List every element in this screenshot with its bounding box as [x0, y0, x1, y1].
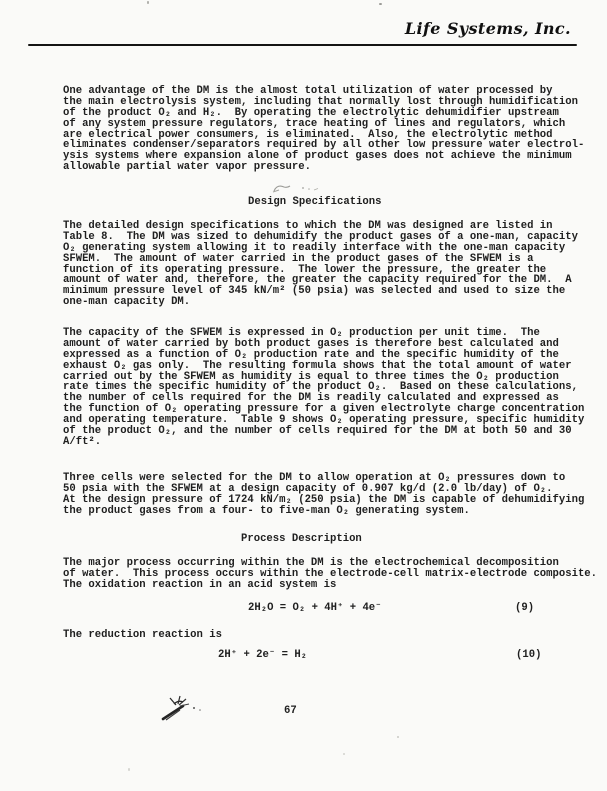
company-logo-text: Life Systems, Inc.: [404, 19, 571, 38]
text-line: A/ft².: [63, 435, 102, 448]
section-heading-design-specifications: Design Specifications: [248, 196, 382, 208]
text-line: At the design pressure of 1724 kN/m₂ (250 psia) the DM is capable of dehumidifying: [63, 493, 585, 506]
text-line: of any system pressure regulators, trace heating of lines and regulators, which: [63, 117, 566, 130]
paper-speck: [379, 3, 382, 5]
text-line: ysis systems where expansion alone of product gases does not achieve the minimum: [63, 150, 572, 163]
text-line: SFWEM. The amount of water carried in the product gases of the SFWEM is a: [63, 252, 534, 265]
text-line: the number of cells required for the DM is readily calculated and expressed as: [63, 392, 559, 405]
text-line: amount of water and, therefore, the greater the capacity required for the DM. A: [63, 274, 572, 287]
text-line: exhaust O₂ gas only. The resulting formula shows that the total amount of water: [63, 359, 572, 372]
equation-oxidation-formula: 2H₂O = O₂ + 4H⁺ + 4e⁻: [248, 602, 382, 614]
text-line: of the product O₂ and H₂. By operating the electrolytic dehumidifier upstream: [63, 106, 559, 119]
equation-oxidation-number: (9): [515, 602, 535, 614]
text-line: and operating temperature. Table 9 shows O₂ operating pressure, specific humidity: [63, 414, 585, 427]
ink-smudge-mark: [156, 693, 206, 723]
header-rule: [28, 44, 577, 46]
paragraph-cell-selection: [63, 473, 584, 517]
equation-reduction-number: (10): [516, 649, 542, 661]
text-line: The oxidation reaction in an acid system is: [63, 578, 337, 591]
text-line: amount of water carried by both product gases is therefore best calculated and: [63, 337, 559, 350]
text-line: of the product O₂, and the number of cells required for the DM at both 50 and 30: [63, 425, 572, 438]
text-line: One advantage of the DM is the almost total utilization of water processed by: [63, 85, 553, 97]
text-line: the function of O₂ operating pressure for a given electrolyte charge concentration: [63, 403, 585, 416]
pencil-smudge-mark: [270, 180, 325, 196]
text-line: the product gases from a four- to five-man O₂ generating system.: [63, 504, 470, 517]
text-line: O₂ generating system allowing it to readily interface with the one-man capacity: [63, 241, 566, 254]
text-line: allowable partial water vapor pressure.: [63, 161, 311, 174]
paper-speck: [397, 736, 399, 738]
text-line: carried out by the SFWEM as humidity is equal to three times the O₂ production: [63, 370, 559, 383]
text-line: are electrical power consumers, is eliminated. Also, the electrolytic method: [63, 128, 553, 141]
paragraph-design-overview: [63, 221, 578, 308]
text-line: expressed as a function of O₂ production rate and the specific humidity of the: [63, 348, 559, 361]
equation-reduction-formula: 2H⁺ + 2e⁻ = H₂: [218, 649, 308, 661]
text-line: The detailed design specifications to which the DM was designed are listed in: [63, 220, 553, 232]
page-number: 67: [284, 705, 297, 717]
reduction-intro-line: The reduction reaction is: [63, 629, 222, 641]
text-line: function of its operating pressure. The lower the pressure, the greater the: [63, 263, 547, 276]
text-line: 50 psia with the SFWEM at a design capacity of 0.907 kg/d (2.0 lb/day) of O₂.: [63, 482, 553, 495]
paragraph-capacity: [63, 328, 584, 448]
text-line: Three cells were selected for the DM to allow operation at O₂ pressures down to: [63, 472, 566, 484]
text-line: minimum pressure level of 345 kN/m² (50 psia) was selected and used to size the: [63, 285, 566, 298]
text-line: The major process occurring within the DM is the electrochemical decomposition: [63, 557, 559, 569]
paper-speck: [128, 768, 130, 771]
paragraph-process: [63, 558, 597, 591]
text-line: of water. This process occurs within the electrode-cell matrix-electrode composite.: [63, 567, 598, 580]
text-line: rate times the specific humidity of the product O₂. Based on these calculations,: [63, 381, 578, 394]
text-line: Table 8. The DM was sized to dehumidify the product gases of a one-man, capacity: [63, 230, 578, 243]
paper-speck: [147, 1, 149, 4]
section-heading-process-description: Process Description: [241, 533, 362, 545]
text-line: the main electrolysis system, including that normally lost through humidification: [63, 95, 578, 108]
paragraph-intro: [63, 86, 584, 173]
paper-speck: [343, 753, 345, 755]
text-line: The capacity of the SFWEM is expressed in O₂ production per unit time. The: [63, 327, 540, 339]
text-line: one-man capacity DM.: [63, 296, 191, 309]
text-line: eliminates condenser/separators required by all other low pressure water electrol-: [63, 139, 585, 152]
